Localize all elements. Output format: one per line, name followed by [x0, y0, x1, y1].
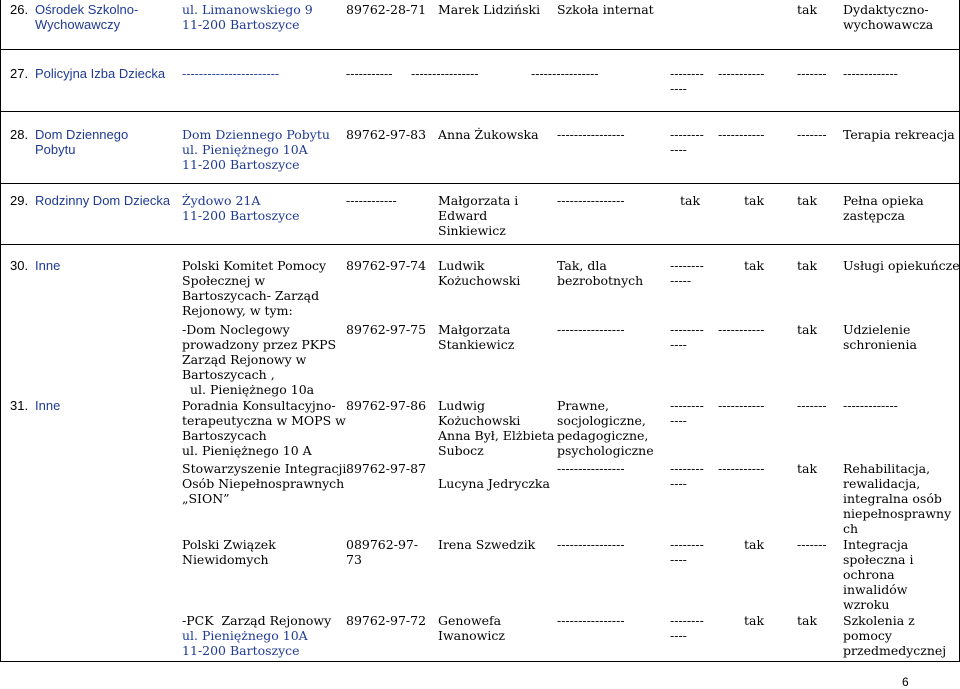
- row-27-c7: -----------: [718, 66, 765, 81]
- row-26-name-2: Wychowawczy: [35, 17, 121, 32]
- row-31-address-1: Poradnia Konsultacyjno-: [182, 398, 336, 413]
- row-30b-address-5: ul. Pieniężnego 10a: [190, 382, 315, 397]
- row-30-person-2: Kożuchowski: [438, 273, 521, 288]
- row-31-num: 31.: [10, 398, 29, 413]
- row-31d-c6-1: --------: [670, 613, 704, 628]
- row-30-address-4: Rejonowy, w tym:: [182, 303, 293, 318]
- row-31-person-2: Kożuchowski: [438, 413, 521, 428]
- row-28-phone: 89762-97-83: [346, 127, 427, 142]
- row-31-address-4: ul. Pieniężnego 10 A: [182, 443, 312, 458]
- row-29-c8: tak: [797, 193, 818, 208]
- row-29-c9-2: zastępcza: [843, 208, 905, 223]
- row-27-person: ----------------: [411, 66, 479, 81]
- row-30b-c9-1: Udzielenie: [843, 322, 911, 337]
- row-28-address-3: 11-200 Bartoszyce: [182, 157, 300, 172]
- row-31-c9: -------------: [843, 398, 898, 413]
- row-29-c9-1: Pełna opieka: [843, 193, 924, 208]
- row-30b-person-1: Małgorzata: [438, 322, 511, 337]
- row-28-c8: -------: [797, 127, 827, 142]
- row-30b-c8: tak: [797, 322, 818, 337]
- row-30b-c9-2: schronienia: [843, 337, 917, 352]
- row-31-c8: -------: [797, 398, 827, 413]
- column-divider: [0, 0, 1, 662]
- row-30-c6-2: -----: [670, 273, 692, 288]
- row-31b-address-3: „SION”: [182, 491, 230, 506]
- row-30b-phone: 89762-97-75: [346, 322, 427, 337]
- row-27-address: -----------------------: [182, 66, 280, 81]
- row-31d-person-2: Iwanowicz: [438, 628, 505, 643]
- row-31b-phone: 89762-97-87: [346, 461, 427, 476]
- row-31c-c6-1: --------: [670, 537, 704, 552]
- row-31b-c9-5: ch: [843, 521, 859, 536]
- row-divider: [0, 244, 960, 245]
- row-31d-address-2: ul. Pieniężnego 10A: [182, 628, 308, 643]
- row-29-person-1: Małgorzata i: [438, 193, 519, 208]
- row-divider: [0, 49, 960, 50]
- row-31b-c9-2: rewalidacja,: [843, 476, 921, 491]
- row-31d-c9-2: pomocy: [843, 628, 892, 643]
- page-number: 6: [902, 675, 909, 689]
- row-30b-address-4: Bartoszycach ,: [182, 367, 275, 382]
- row-30b-address-1: -Dom Noclegowy: [182, 322, 290, 337]
- row-30-address-3: Bartoszycach- Zarząd: [182, 288, 320, 303]
- row-27-num: 27.: [10, 66, 29, 81]
- row-31b-c9-1: Rehabilitacja,: [843, 461, 931, 476]
- row-31-info-1: Prawne,: [557, 398, 609, 413]
- row-30-address-2: Społecznej w: [182, 273, 266, 288]
- row-31d-address-3: 11-200 Bartoszyce: [182, 643, 300, 658]
- row-31b-c9-3: integralna osób: [843, 491, 942, 506]
- row-31-person-1: Ludwig: [438, 398, 486, 413]
- row-27-c8: -------: [797, 66, 827, 81]
- row-31b-c7: -----------: [718, 461, 765, 476]
- row-31d-c6-2: ----: [670, 628, 687, 643]
- row-30b-address-2: prowadzony przez PKPS: [182, 337, 337, 352]
- row-31c-address-1: Polski Związek: [182, 537, 276, 552]
- row-29-c6: tak: [680, 193, 701, 208]
- row-28-c6-2: ----: [670, 142, 687, 157]
- row-26-c8: tak: [797, 2, 818, 17]
- row-26-phone: 89762-28-71: [346, 2, 427, 17]
- row-divider: [0, 661, 960, 662]
- row-31-info-2: socjologiczne,: [557, 413, 646, 428]
- row-26-address-1: ul. Limanowskiego 9: [182, 2, 313, 17]
- row-31-person-4: Subocz: [438, 443, 484, 458]
- row-27-name: Policyjna Izba Dziecka: [35, 66, 166, 81]
- row-31b-c6-1: --------: [670, 461, 704, 476]
- row-26-c9-2: wychowawcza: [843, 17, 934, 32]
- row-30-address-1: Polski Komitet Pomocy: [182, 258, 327, 273]
- row-28-address-2: ul. Pieniężnego 10A: [182, 142, 308, 157]
- row-31c-c9-4: inwalidów: [843, 582, 908, 597]
- row-28-name-1: Dom Dziennego: [35, 127, 129, 142]
- row-31d-c9-1: Szkolenia z: [843, 613, 915, 628]
- row-30-c6-1: --------: [670, 258, 704, 273]
- row-30b-c7: -----------: [718, 322, 765, 337]
- row-29-person-2: Edward: [438, 208, 488, 223]
- row-28-name-2: Pobytu: [35, 142, 76, 157]
- row-29-info: ----------------: [557, 193, 625, 208]
- row-26-c9-1: Dydaktyczno-: [843, 2, 929, 17]
- row-30b-person-2: Stankiewicz: [438, 337, 515, 352]
- row-30-c8: tak: [797, 258, 818, 273]
- row-30b-c6-1: --------: [670, 322, 704, 337]
- row-31-c7: -----------: [718, 398, 765, 413]
- row-28-c6-1: --------: [670, 127, 704, 142]
- row-30-c7: tak: [744, 258, 765, 273]
- row-30b-c6-2: ----: [670, 337, 687, 352]
- row-31c-c7: tak: [744, 537, 765, 552]
- row-26-info: Szkoła internat: [557, 2, 654, 17]
- row-26-person: Marek Lidziński: [438, 2, 541, 17]
- row-31b-person: Lucyna Jedryczka: [438, 476, 550, 491]
- row-31b-c8: tak: [797, 461, 818, 476]
- row-28-info: ----------------: [557, 127, 625, 142]
- row-26-address-2: 11-200 Bartoszyce: [182, 17, 300, 32]
- row-27-c6-1: --------: [670, 66, 704, 81]
- row-30-c9: Usługi opiekuńcze: [843, 258, 960, 273]
- row-31c-c9-2: społeczna i: [843, 552, 914, 567]
- row-29-phone: ------------: [346, 193, 397, 208]
- row-29-c7: tak: [744, 193, 765, 208]
- row-31d-c7: tak: [744, 613, 765, 628]
- row-27-c6-2: ----: [670, 81, 687, 96]
- row-26-num: 26.: [10, 2, 29, 17]
- row-31c-c9-5: wzroku: [843, 597, 890, 612]
- row-31b-address-2: Osób Niepełnosprawnych: [182, 476, 345, 491]
- row-31-name: Inne: [35, 398, 61, 413]
- row-31b-info: ----------------: [557, 461, 625, 476]
- row-28-c7: -----------: [718, 127, 765, 142]
- row-31c-phone-1: 089762-97-: [346, 537, 419, 552]
- row-30-phone: 89762-97-74: [346, 258, 427, 273]
- row-31c-address-2: Niewidomych: [182, 552, 269, 567]
- row-28-c9: Terapia rekreacja: [843, 127, 955, 142]
- row-29-address-1: Żydowo 21A: [182, 193, 261, 208]
- row-31d-c8: tak: [797, 613, 818, 628]
- row-31c-c6-2: ----: [670, 552, 687, 567]
- row-31c-phone-2: 73: [346, 552, 362, 567]
- row-28-address-1: Dom Dziennego Pobytu: [182, 127, 330, 142]
- row-29-name: Rodzinny Dom Dziecka: [35, 193, 171, 208]
- row-31-info-3: pedagogiczne,: [557, 428, 649, 443]
- row-31c-person: Irena Szwedzik: [438, 537, 536, 552]
- row-26-name-1: Ośrodek Szkolno-: [35, 2, 139, 17]
- row-30-info-2: bezrobotnych: [557, 273, 644, 288]
- row-31c-c9-1: Integracja: [843, 537, 909, 552]
- row-31-info-4: psychologiczne: [557, 443, 654, 458]
- row-30-person-1: Ludwik: [438, 258, 485, 273]
- row-31-address-3: Bartoszycach: [182, 428, 267, 443]
- row-31c-info: ----------------: [557, 537, 625, 552]
- row-27-phone: -----------: [346, 66, 393, 81]
- row-31-phone: 89762-97-86: [346, 398, 427, 413]
- row-30-name: Inne: [35, 258, 61, 273]
- row-28-person: Anna Żukowska: [438, 127, 539, 142]
- row-31b-c9-4: niepełnosprawny: [843, 506, 952, 521]
- row-31-address-2: terapeutyczna w MOPS w: [182, 413, 346, 428]
- row-30b-info: ----------------: [557, 322, 625, 337]
- row-28-num: 28.: [10, 127, 29, 142]
- row-divider: [0, 183, 960, 184]
- row-31c-c8: -------: [797, 537, 827, 552]
- row-31d-address-1: -PCK Zarząd Rejonowy: [182, 613, 332, 628]
- row-30-info-1: Tak, dla: [557, 258, 607, 273]
- row-29-address-2: 11-200 Bartoszyce: [182, 208, 300, 223]
- row-31b-address-1: Stowarzyszenie Integracji: [182, 461, 347, 476]
- row-29-num: 29.: [10, 193, 29, 208]
- row-30b-address-3: Zarząd Rejonowy w: [182, 352, 307, 367]
- row-27-info: ----------------: [531, 66, 599, 81]
- row-31b-c6-2: ----: [670, 476, 687, 491]
- row-29-person-3: Sinkiewicz: [438, 223, 506, 238]
- row-31-person-3: Anna Był, Elżbieta: [438, 428, 555, 443]
- row-31d-phone: 89762-97-72: [346, 613, 427, 628]
- row-31d-person-1: Genowefa: [438, 613, 502, 628]
- row-31-c6-2: ----: [670, 413, 687, 428]
- row-31-c6-1: --------: [670, 398, 704, 413]
- row-30-num: 30.: [10, 258, 29, 273]
- row-31d-c9-3: przedmedycznej: [843, 643, 947, 658]
- row-27-c9: -------------: [843, 66, 898, 81]
- row-31d-info: ----------------: [557, 613, 625, 628]
- row-divider: [0, 111, 960, 112]
- row-31c-c9-3: ochrona: [843, 567, 895, 582]
